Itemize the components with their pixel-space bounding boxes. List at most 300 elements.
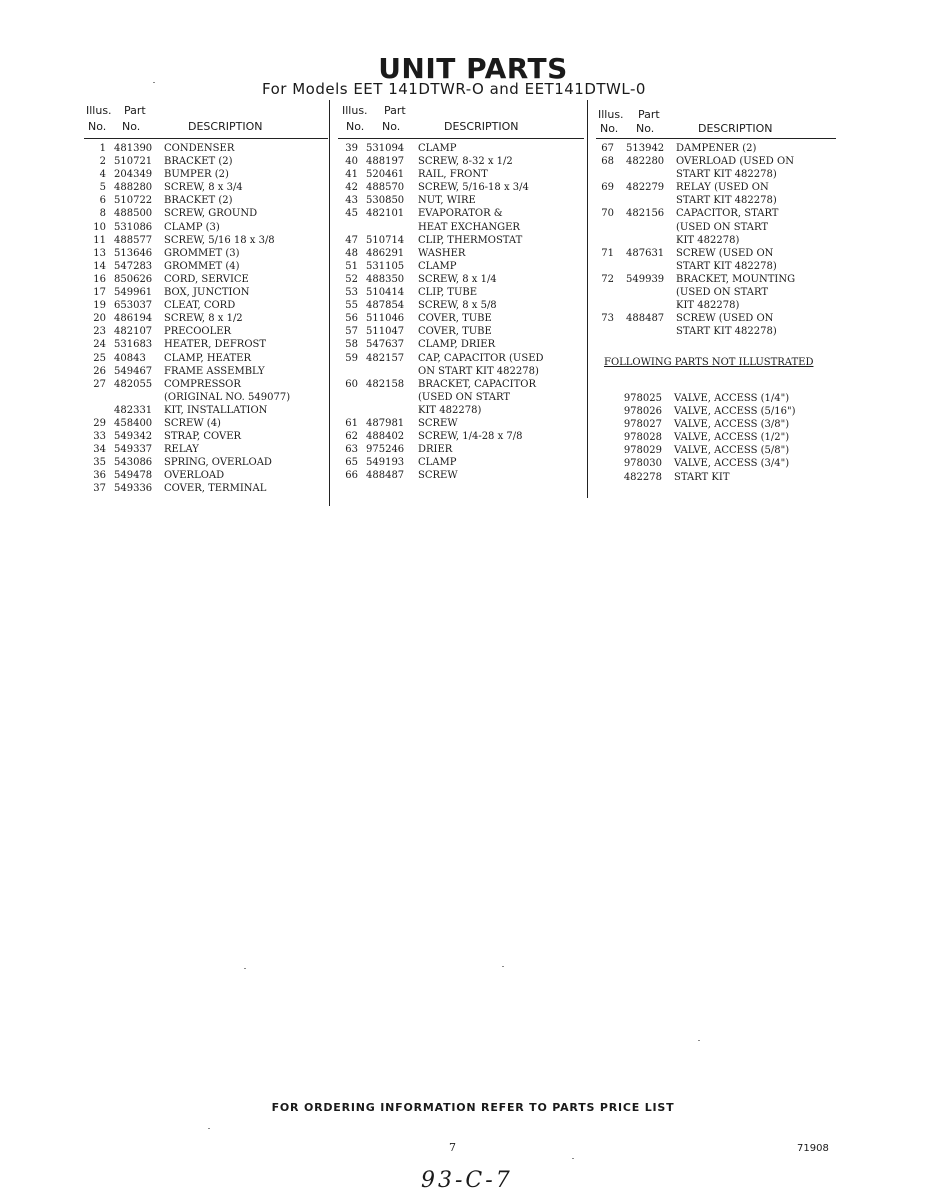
- part-number: 482278: [623, 471, 662, 483]
- part-number: 486194: [114, 313, 153, 325]
- part-description: (ORIGINAL NO. 549077): [164, 391, 291, 403]
- table-row: [596, 325, 836, 338]
- part-description: RELAY: [164, 444, 199, 456]
- part-number: 978025: [623, 393, 662, 404]
- table-row: [84, 338, 328, 351]
- illus-number: 10: [93, 221, 106, 233]
- part-description: ON START KIT 482278): [418, 365, 539, 377]
- not-illustrated-heading: FOLLOWING PARTS NOT ILLUSTRATED: [604, 357, 814, 368]
- table-row: [604, 444, 834, 457]
- part-number: 549337: [114, 444, 153, 456]
- table-row: [338, 260, 584, 273]
- header-illus-no: No.: [600, 122, 619, 135]
- table-row: [84, 469, 328, 482]
- illus-number: 57: [345, 326, 358, 338]
- part-description: VALVE, ACCESS (1/4"): [674, 393, 790, 404]
- ordering-footer: FOR ORDERING INFORMATION REFER TO PARTS PRICE LIST: [271, 1101, 675, 1114]
- part-number: 488487: [366, 470, 405, 482]
- table-row: [84, 482, 328, 495]
- part-description: CORD, SERVICE: [164, 273, 249, 285]
- part-description: BOX, JUNCTION: [164, 287, 250, 299]
- part-number: 549467: [114, 365, 153, 377]
- part-number: 204349: [114, 169, 153, 181]
- part-description: NUT, WIRE: [418, 195, 476, 207]
- part-number: 653037: [114, 300, 153, 312]
- illus-number: 47: [345, 234, 358, 246]
- part-description: GROMMET (3): [164, 247, 240, 259]
- part-number: 513646: [114, 247, 153, 259]
- part-description: CLIP, THERMOSTAT: [418, 234, 523, 246]
- illus-number: 70: [601, 208, 614, 220]
- part-description: DAMPENER (2): [676, 143, 757, 154]
- table-row: [596, 260, 836, 273]
- illus-number: 14: [93, 260, 106, 272]
- part-number: 488570: [366, 182, 405, 194]
- table-row: [84, 273, 328, 286]
- part-description: STRAP, COVER: [164, 431, 242, 443]
- part-number: 549342: [114, 431, 153, 443]
- part-description: START KIT 482278): [676, 169, 777, 181]
- illus-number: 20: [93, 313, 106, 325]
- part-number: 531683: [114, 339, 153, 351]
- table-row: [84, 417, 328, 430]
- table-row: [338, 299, 584, 312]
- part-number: 978028: [623, 432, 662, 444]
- illus-number: 36: [93, 470, 106, 482]
- illus-number: 58: [345, 339, 358, 351]
- illus-number: 35: [93, 457, 106, 469]
- part-number: 482055: [114, 378, 153, 390]
- illus-number: 59: [345, 352, 358, 364]
- illus-number: 16: [93, 273, 106, 285]
- illus-number: 68: [601, 156, 614, 168]
- part-number: 549961: [114, 287, 153, 299]
- header-rule: [596, 138, 836, 139]
- part-number: 488350: [366, 273, 405, 285]
- table-row: [596, 207, 836, 220]
- table-row: [84, 456, 328, 469]
- not-illustrated-list: [604, 392, 834, 484]
- table-row: [596, 247, 836, 260]
- header-illus: Illus.: [598, 108, 624, 121]
- header-part: Part: [124, 104, 146, 117]
- illus-number: 65: [345, 457, 358, 469]
- parts-table: [338, 142, 584, 482]
- page-subtitle: For Models EET 141DTWR-O and EET141DTWL-0: [262, 80, 646, 98]
- header-illus: Illus.: [342, 104, 368, 117]
- part-number: 486291: [366, 247, 405, 259]
- part-description: SCREW: [418, 470, 458, 482]
- part-number: 978026: [623, 406, 662, 418]
- page-number: 7: [449, 1141, 456, 1154]
- part-description: BRACKET, MOUNTING: [676, 273, 796, 285]
- header-illus: Illus.: [86, 104, 112, 117]
- illus-number: 5: [99, 182, 106, 194]
- column-header: [338, 100, 584, 138]
- part-description: BRACKET (2): [164, 195, 233, 207]
- part-description: VALVE, ACCESS (5/8"): [674, 445, 790, 457]
- table-row: [84, 443, 328, 456]
- table-row: [84, 155, 328, 168]
- part-number: 488280: [114, 182, 153, 194]
- header-rule: [84, 138, 328, 139]
- part-description: SCREW, GROUND: [164, 208, 258, 220]
- scan-speck: [698, 1040, 700, 1041]
- illus-number: 4: [99, 169, 106, 181]
- table-row: [596, 286, 836, 299]
- table-row: [596, 194, 836, 207]
- part-number: 547283: [114, 260, 153, 272]
- illus-number: 41: [345, 169, 358, 181]
- table-row: [338, 181, 584, 194]
- table-row: [338, 155, 584, 168]
- part-description: COMPRESSOR: [164, 378, 241, 390]
- table-row: [596, 312, 836, 325]
- illus-number: 45: [345, 208, 358, 220]
- illus-number: 19: [93, 300, 106, 312]
- part-description: VALVE, ACCESS (5/16"): [674, 406, 796, 418]
- table-row: [596, 299, 836, 312]
- part-description: VALVE, ACCESS (3/8"): [674, 419, 790, 431]
- table-row: [604, 431, 834, 444]
- table-row: [338, 142, 584, 155]
- parts-column-2: [338, 100, 584, 482]
- part-description: VALVE, ACCESS (1/2"): [674, 432, 790, 444]
- part-description: SCREW, 8-32 x 1/2: [418, 156, 513, 168]
- illus-number: 71: [601, 247, 614, 259]
- table-row: [596, 234, 836, 247]
- part-number: 850626: [114, 273, 153, 285]
- part-description: EVAPORATOR &: [418, 208, 503, 220]
- table-row: [84, 378, 328, 391]
- part-description: CLAMP: [418, 457, 457, 469]
- part-number: 543086: [114, 457, 153, 469]
- part-number: 458400: [114, 417, 153, 429]
- illus-number: 53: [345, 287, 358, 299]
- part-description: CAP, CAPACITOR (USED: [418, 352, 544, 364]
- table-row: [338, 352, 584, 365]
- table-row: [338, 194, 584, 207]
- part-description: KIT, INSTALLATION: [164, 404, 268, 416]
- table-row: [338, 207, 584, 220]
- part-description: BRACKET, CAPACITOR: [418, 378, 536, 390]
- part-number: 510414: [366, 287, 405, 299]
- part-description: FRAME ASSEMBLY: [164, 365, 265, 377]
- part-number: 488402: [366, 431, 405, 443]
- part-number: 511047: [366, 326, 405, 338]
- part-description: SCREW (USED ON: [676, 247, 774, 259]
- illus-number: 42: [345, 182, 358, 194]
- illus-number: 2: [99, 156, 106, 168]
- part-description: START KIT: [674, 471, 730, 483]
- scan-speck: [502, 966, 504, 967]
- document-number: 71908: [797, 1143, 829, 1154]
- part-description: COVER, TUBE: [418, 313, 492, 325]
- part-number: 549336: [114, 483, 153, 495]
- illus-number: 13: [93, 247, 106, 259]
- table-row: [84, 142, 328, 155]
- part-description: COVER, TERMINAL: [164, 483, 267, 495]
- illus-number: 34: [93, 444, 106, 456]
- table-row: [84, 404, 328, 417]
- header-part: Part: [638, 108, 660, 121]
- table-row: [84, 325, 328, 338]
- part-number: 482280: [626, 156, 665, 168]
- part-number: 975246: [366, 444, 405, 456]
- part-description: (USED ON START: [676, 287, 769, 299]
- part-number: 978027: [623, 419, 662, 431]
- table-row: [338, 391, 584, 404]
- table-row: [338, 430, 584, 443]
- part-number: 531094: [366, 143, 405, 154]
- table-row: [338, 234, 584, 247]
- header-part: Part: [384, 104, 406, 117]
- table-row: [338, 247, 584, 260]
- illus-number: 61: [345, 417, 358, 429]
- illus-number: 63: [345, 444, 358, 456]
- part-description: KIT 482278): [676, 234, 740, 246]
- part-number: 530850: [366, 195, 405, 207]
- parts-table: [84, 142, 328, 496]
- illus-number: 69: [601, 182, 614, 194]
- part-number: 40843: [114, 352, 146, 364]
- column-divider: [329, 100, 330, 506]
- table-row: [84, 299, 328, 312]
- illus-number: 40: [345, 156, 358, 168]
- part-description: VALVE, ACCESS (3/4"): [674, 458, 790, 470]
- illus-number: 66: [345, 470, 358, 482]
- part-description: CLAMP, HEATER: [164, 352, 252, 364]
- table-row: [338, 443, 584, 456]
- illus-number: 27: [93, 378, 106, 390]
- part-description: CLEAT, CORD: [164, 300, 236, 312]
- part-number: 549939: [626, 273, 665, 285]
- table-row: [338, 378, 584, 391]
- part-description: (USED ON START: [676, 221, 769, 233]
- part-description: CLAMP: [418, 143, 457, 154]
- part-description: SCREW, 5/16-18 x 3/4: [418, 182, 529, 194]
- part-description: CLAMP, DRIER: [418, 339, 496, 351]
- table-row: [604, 405, 834, 418]
- table-row: [604, 392, 834, 405]
- part-number: 511046: [366, 313, 405, 325]
- header-illus-no: No.: [346, 120, 365, 133]
- table-row: [84, 168, 328, 181]
- part-number: 513942: [626, 143, 665, 154]
- illus-number: 23: [93, 326, 106, 338]
- part-description: SCREW, 8 x 5/8: [418, 300, 497, 312]
- page-title: UNIT PARTS: [378, 52, 568, 85]
- table-row: [84, 365, 328, 378]
- scan-speck: [572, 1158, 574, 1159]
- scan-speck: [244, 968, 246, 969]
- part-description: CLAMP: [418, 260, 457, 272]
- part-description: PRECOOLER: [164, 326, 232, 338]
- handwritten-note: 93-C-7: [421, 1168, 513, 1193]
- part-description: START KIT 482278): [676, 326, 777, 338]
- illus-number: 11: [93, 234, 106, 246]
- table-row: [84, 391, 328, 404]
- part-description: BRACKET (2): [164, 156, 233, 168]
- part-description: SPRING, OVERLOAD: [164, 457, 272, 469]
- illus-number: 72: [601, 273, 614, 285]
- table-row: [604, 471, 834, 484]
- table-row: [338, 325, 584, 338]
- part-number: 488500: [114, 208, 153, 220]
- illus-number: 62: [345, 431, 358, 443]
- table-row: [338, 404, 584, 417]
- part-description: OVERLOAD (USED ON: [676, 156, 794, 168]
- illus-number: 26: [93, 365, 106, 377]
- table-row: [338, 469, 584, 482]
- part-number: 510721: [114, 156, 153, 168]
- part-description: KIT 482278): [676, 300, 740, 312]
- part-description: COVER, TUBE: [418, 326, 492, 338]
- illus-number: 17: [93, 287, 106, 299]
- part-number: 482331: [114, 404, 153, 416]
- part-number: 531105: [366, 260, 405, 272]
- part-number: 487854: [366, 300, 405, 312]
- scan-speck: [153, 82, 155, 83]
- illus-number: 51: [345, 260, 358, 272]
- illus-number: 56: [345, 313, 358, 325]
- part-description: RELAY (USED ON: [676, 182, 769, 194]
- table-row: [596, 155, 836, 168]
- part-number: 487981: [366, 417, 405, 429]
- part-number: 482107: [114, 326, 153, 338]
- table-row: [84, 352, 328, 365]
- header-part-no: No.: [636, 122, 655, 135]
- part-description: DRIER: [418, 444, 453, 456]
- parts-table: [596, 142, 836, 338]
- part-description: SCREW (4): [164, 417, 221, 429]
- scan-speck: [208, 1128, 210, 1129]
- part-description: CONDENSER: [164, 143, 235, 154]
- illus-number: 33: [93, 431, 106, 443]
- table-row: [84, 207, 328, 220]
- table-row: [84, 286, 328, 299]
- illus-number: 52: [345, 273, 358, 285]
- illus-number: 73: [601, 313, 614, 325]
- table-row: [338, 286, 584, 299]
- part-number: 510714: [366, 234, 405, 246]
- header-rule: [338, 138, 584, 139]
- illus-number: 43: [345, 195, 358, 207]
- header-description: DESCRIPTION: [698, 122, 773, 135]
- illus-number: 25: [93, 352, 106, 364]
- table-row: [596, 142, 836, 155]
- part-description: KIT 482278): [418, 404, 482, 416]
- part-number: 531086: [114, 221, 153, 233]
- part-number: 488577: [114, 234, 153, 246]
- part-number: 482158: [366, 378, 405, 390]
- illus-number: 48: [345, 247, 358, 259]
- part-description: (USED ON START: [418, 391, 511, 403]
- illus-number: 67: [601, 143, 614, 154]
- table-row: [338, 365, 584, 378]
- illus-number: 60: [345, 378, 358, 390]
- table-row: [84, 430, 328, 443]
- part-number: 488487: [626, 313, 665, 325]
- illus-number: 37: [93, 483, 106, 495]
- part-description: RAIL, FRONT: [418, 169, 488, 181]
- part-number: 978029: [623, 445, 662, 457]
- illus-number: 1: [99, 143, 106, 154]
- header-part-no: No.: [122, 120, 141, 133]
- part-number: 547637: [366, 339, 405, 351]
- table-row: [84, 247, 328, 260]
- part-description: START KIT 482278): [676, 195, 777, 207]
- header-description: DESCRIPTION: [188, 120, 263, 133]
- part-description: GROMMET (4): [164, 260, 240, 272]
- part-description: CAPACITOR, START: [676, 208, 779, 220]
- part-number: 487631: [626, 247, 665, 259]
- part-number: 510722: [114, 195, 153, 207]
- part-description: SCREW (USED ON: [676, 313, 774, 325]
- part-description: CLIP, TUBE: [418, 287, 478, 299]
- table-row: [338, 273, 584, 286]
- header-illus-no: No.: [88, 120, 107, 133]
- table-row: [84, 260, 328, 273]
- column-divider: [587, 100, 588, 498]
- table-row: [596, 181, 836, 194]
- part-description: SCREW, 8 x 1/2: [164, 313, 243, 325]
- part-description: SCREW, 8 x 1/4: [418, 273, 497, 285]
- part-number: 482157: [366, 352, 405, 364]
- part-number: 481390: [114, 143, 153, 154]
- part-description: SCREW: [418, 417, 458, 429]
- column-header: [596, 100, 836, 138]
- table-row: [338, 168, 584, 181]
- illus-number: 8: [99, 208, 106, 220]
- parts-column-3: [596, 100, 836, 338]
- table-row: [84, 234, 328, 247]
- part-number: 488197: [366, 156, 405, 168]
- illus-number: 29: [93, 417, 106, 429]
- part-description: START KIT 482278): [676, 260, 777, 272]
- table-row: [338, 221, 584, 234]
- part-description: HEAT EXCHANGER: [418, 221, 520, 233]
- header-part-no: No.: [382, 120, 401, 133]
- part-number: 978030: [623, 458, 662, 470]
- table-row: [338, 456, 584, 469]
- part-number: 482279: [626, 182, 665, 194]
- illus-number: 24: [93, 339, 106, 351]
- part-number: 549478: [114, 470, 153, 482]
- part-description: CLAMP (3): [164, 221, 220, 233]
- table-row: [84, 312, 328, 325]
- table-row: [338, 312, 584, 325]
- table-row: [596, 273, 836, 286]
- table-row: [596, 168, 836, 181]
- table-row: [84, 194, 328, 207]
- header-description: DESCRIPTION: [444, 120, 519, 133]
- part-number: 482101: [366, 208, 405, 220]
- table-row: [338, 338, 584, 351]
- table-row: [84, 181, 328, 194]
- table-row: [338, 417, 584, 430]
- part-description: BUMPER (2): [164, 169, 229, 181]
- part-description: SCREW, 8 x 3/4: [164, 182, 243, 194]
- table-row: [596, 221, 836, 234]
- part-number: 549193: [366, 457, 405, 469]
- part-description: SCREW, 1/4-28 x 7/8: [418, 431, 523, 443]
- illus-number: 55: [345, 300, 358, 312]
- table-row: [604, 418, 834, 431]
- part-number: 520461: [366, 169, 405, 181]
- illus-number: 6: [99, 195, 106, 207]
- parts-column-1: [84, 100, 328, 496]
